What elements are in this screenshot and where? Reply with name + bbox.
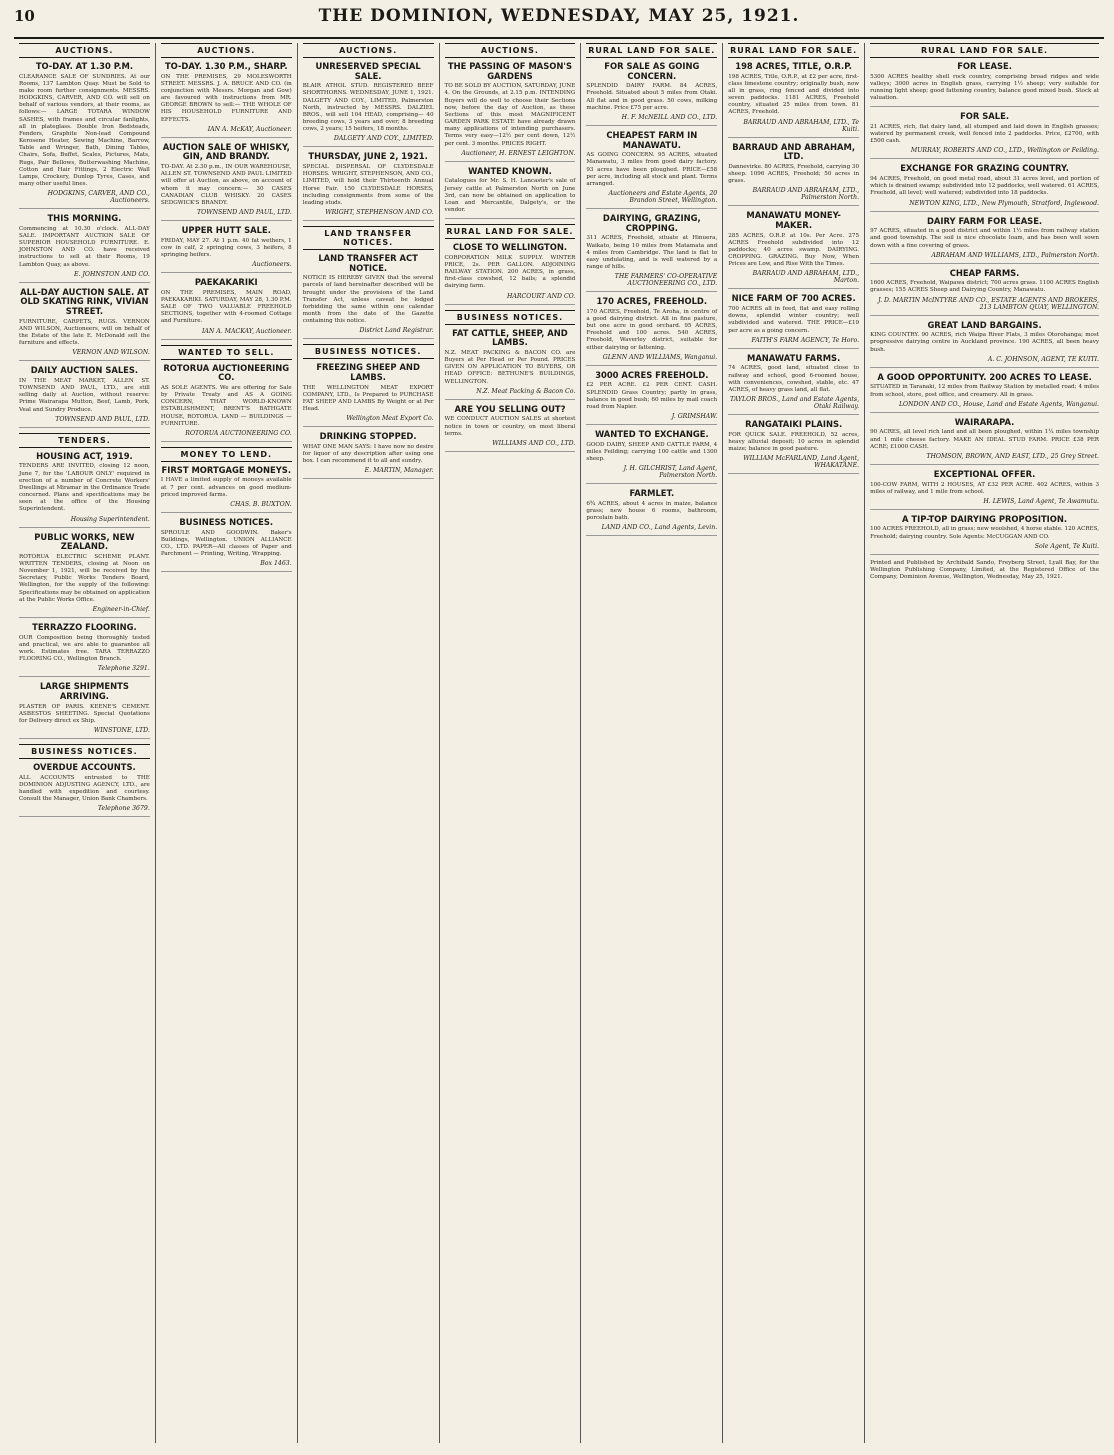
ad-title: MANAWATU FARMS. — [746, 352, 841, 363]
advertisement — [586, 131, 717, 209]
ad-title: EXCEPTIONAL OFFER. — [933, 468, 1036, 479]
section-heading: MONEY TO LEND. — [161, 447, 292, 462]
ad-body: THE WELLINGTON MEAT EXPORT COMPANY, LTD., Is Prepared to PURCHASE FAT SHEEP AND LAMBS By Weight or at Per Head. — [302, 384, 434, 413]
ad-signature: E. MARTIN, Manager. — [364, 467, 434, 475]
ad-signature: VERNON AND WILSON. — [72, 349, 150, 357]
ad-title: PUBLIC WORKS, NEW ZEALAND. — [34, 531, 135, 552]
advertisement — [445, 405, 576, 452]
ad-body: SPROULE AND GOODWIN. Baker's Buildings, Wellington. UNION ALLIANCE CO., LTD. PAPER—All classes of Paper and Parchment — Printing, Writing, Wrapping. — [160, 529, 292, 558]
ad-signature: J. D. MARTIN McINTYRE AND CO., ESTATE AGENTS AND BROKERS, 213 LAMBTON QUAY, WELLINGTON. — [878, 296, 1100, 311]
ad-title: FOR SALE AS GOING CONCERN. — [604, 61, 700, 81]
advertisement — [728, 354, 859, 415]
advertisement — [303, 432, 434, 479]
advertisement — [19, 366, 150, 427]
section-heading: WANTED TO SELL. — [161, 345, 292, 360]
column-3 — [298, 43, 440, 1443]
advertisement — [19, 452, 150, 528]
ad-body: CORPORATION MILK SUPPLY. WINTER PRICE, 2s. PER GALLON. ADJOINING RAILWAY STATION. 200 ACRES, in grass, first-class cowshed, 12 bails; a splendid dairying farm. — [444, 254, 576, 290]
ad-signature: H. LEWIS, Land Agent, Te Awamutu. — [983, 497, 1100, 505]
advertisement — [870, 217, 1099, 264]
ad-signature: WINSTONE, LTD. — [93, 727, 150, 734]
masthead — [14, 6, 1104, 39]
section-heading: RURAL LAND FOR SALE. — [728, 43, 859, 58]
ad-body: 94 ACRES, Freehold, on good metal road, about 31 acres level, and portion of which is drained swamp; subdivided into 12 paddocks, well watered. 61 ACRES, Freehold, all level; well watered; subdivided into 18 paddocks. — [870, 176, 1100, 197]
ad-body: 5300 ACRES healthy shell rock country, comprising broad ridges and wide valleys; 3000 acres in English grass, carrying 1½ sheep; very suitable for running light sheep; good fattening country, balance good mixed bush. Stock at valuation. — [870, 73, 1100, 102]
advertisement — [303, 363, 434, 427]
ad-body: TENDERS ARE INVITED, closing 12 noon, June 7, for the 'LABOUR ONLY' required in erection of a number of Concrete Workers' Dwellings at Miramar in the Ordinance Trade concerned. Plans and specifications may be seen at the office of the Housing Superintendent. — [19, 463, 150, 513]
ad-signature: HARCOURT AND CO. — [506, 292, 576, 300]
ad-signature: GLENN AND WILLIAMS, Wanganui. — [602, 353, 718, 361]
ad-signature: LONDON AND CO., House, Land and Estate Agents, Wanganui. — [898, 400, 1100, 408]
advertisement — [586, 430, 717, 484]
ad-signature: THE FARMERS' CO-OPERATIVE AUCTIONEERING CO., LTD. — [614, 273, 718, 288]
column-6 — [723, 43, 865, 1443]
advertisement — [586, 371, 717, 425]
advertisement — [19, 214, 150, 283]
advertisement — [728, 294, 859, 348]
advertisement — [870, 373, 1099, 413]
advertisement — [870, 112, 1099, 159]
advertisement — [445, 62, 576, 162]
ad-title: AUCTION SALE OF WHISKY, GIN, AND BRANDY. — [162, 141, 290, 162]
ad-title: UNRESERVED SPECIAL SALE. — [315, 61, 421, 81]
ad-signature: LAND AND CO., Land Agents, Levin. — [601, 524, 718, 532]
section-heading: TENDERS. — [19, 433, 150, 448]
advertisement — [728, 62, 859, 138]
ad-body: 198 ACRES, Title, O.R.P., at £2 per acre, first-class limestone country; originally bush, now all in grass, ring fenced and divided into seven paddocks. 1181 ACRES, Freehold country, situated 25 miles from town. 81 ACRES, Freehold. — [728, 73, 860, 116]
ad-signature: J. GRIMSHAW. — [671, 413, 718, 420]
ad-title: TO-DAY. 1.30 P.M., SHARP. — [164, 61, 288, 71]
ad-body: TO-DAY. At 2.30 p.m., IN OUR WAREHOUSE, ALLEN ST. TOWNSEND AND PAUL LIMITED will offer at Auction, as above, on account of whom it may concern:— 30 CASES CANADIAN CLUB WHISKY. 20 CASES SEDGWICK'S BRANDY. — [160, 164, 292, 206]
ad-body: 100-COW FARM, WITH 2 HOUSES, AT £32 PER ACRE. 402 ACRES, within 3 miles of railway, and 1 mile from school. — [870, 481, 1100, 495]
ad-title: 198 ACRES, TITLE, O.R.P. — [735, 61, 852, 71]
ad-body: 74 ACRES, good land, situated close to railway and school, good 6-roomed house, with conveniences, cowshed, stable, etc. 47 ACRES, of heavy grass land, all flat. — [728, 365, 860, 393]
ad-body: 700 ACRES all in feed, flat and easy rolling downs, splendid winter country; well subdivided and watered. THE PRICE—£19 per acre as a going concern. — [728, 306, 860, 334]
column-7 — [865, 43, 1104, 1443]
ad-title: ALL-DAY AUCTION SALE. AT OLD SKATING RINK, VIVIAN STREET. — [20, 286, 149, 317]
columns-container — [14, 43, 1104, 1443]
section-heading: AUCTIONS. — [303, 43, 434, 58]
advertisement — [445, 329, 576, 400]
advertisement — [445, 243, 576, 304]
ad-signature: Auctioneers. — [252, 261, 292, 269]
ad-title: CLOSE TO WELLINGTON. — [452, 242, 568, 253]
ad-signature: NEWTON KING, LTD., New Plymouth, Stratford, Inglewood. — [909, 199, 1100, 207]
section-heading: BUSINESS NOTICES. — [19, 744, 150, 759]
ad-title: THURSDAY, JUNE 2, 1921. — [308, 151, 428, 162]
advertisement — [19, 763, 150, 817]
advertisement — [303, 254, 434, 339]
ad-body: ON THE PREMISES, MAIN ROAD, PAEKAKARIKI. SATURDAY, MAY 28, 1.30 P.M. SALE OF TWO VALUABLE FREEHOLD SECTIONS, together with 4-roomed Cottage and Furniture. — [160, 289, 292, 325]
ad-body: 21 ACRES, rich, flat dairy land, all stumped and laid down in English grasses; watered by permanent creek, well fenced into 2 paddocks. Price, £2700, with £500 cash. — [870, 123, 1100, 145]
advertisement — [586, 214, 717, 292]
advertisement — [161, 364, 292, 442]
ad-body: 90 ACRES, all level rich land and all been ploughed, within 1¼ miles township and 1 mile cheese factory. MAKE AN IDEAL STUD FARM. PRICE £38 PER ACRE; £1000 CASH. — [870, 429, 1100, 450]
ad-signature: WILLIAMS AND CO., LTD. — [492, 439, 576, 447]
ad-title: WANTED TO EXCHANGE. — [594, 429, 709, 439]
ad-title: RANGATAIKI PLAINS. — [745, 419, 843, 430]
section-heading: LAND TRANSFER NOTICES. — [303, 226, 434, 250]
ad-body: 1600 ACRES, Freehold, Waipawa district; 700 acres grass. 1100 ACRES English grasses; 155 ACRES Sheep and Dairying Country, Manawatu. — [870, 280, 1100, 294]
ad-signature: ROTORUA AUCTIONEERING CO. — [185, 429, 292, 437]
advertisement — [870, 418, 1099, 465]
ad-title: LARGE SHIPMENTS ARRIVING. — [39, 681, 129, 701]
ad-title: FREEZING SHEEP AND LAMBS. — [316, 362, 420, 383]
page-number: 10 — [14, 7, 35, 25]
ad-signature: Auctioneer, H. ERNEST LEIGHTON. — [461, 149, 576, 157]
advertisement — [161, 143, 292, 221]
ad-signature: District Land Registrar. — [359, 327, 434, 335]
column-4 — [440, 43, 582, 1443]
advertisement — [870, 515, 1099, 555]
ad-title: EXCHANGE FOR GRAZING COUNTRY. — [900, 163, 1069, 174]
advertisement — [161, 518, 292, 572]
ad-signature: FAITH'S FARM AGENCY, Te Horo. — [751, 336, 860, 344]
ad-title: HOUSING ACT, 1919. — [36, 450, 133, 461]
ad-signature: Wellington Meat Export Co. — [346, 415, 434, 423]
ad-title: LAND TRANSFER ACT NOTICE. — [318, 253, 418, 273]
ad-title: NICE FARM OF 700 ACRES. — [731, 293, 856, 304]
column-2 — [156, 43, 298, 1443]
ad-signature: Box 1463. — [260, 560, 292, 568]
ad-signature: TOWNSEND AND PAUL, LTD. — [197, 209, 292, 216]
ad-title: CHEAP FARMS. — [949, 267, 1020, 278]
ad-title: DAIRYING, GRAZING, CROPPING. — [602, 213, 701, 233]
ad-body: ALL ACCOUNTS entrusted to THE DOMINION ADJUSTING AGENCY, LTD., are handled with expedition and courtesy. Consult the Manager, Union Bank Chambers. — [19, 774, 150, 803]
ad-signature: Telephone 3679. — [97, 805, 150, 813]
ad-signature: BARRAUD AND ABRAHAM, LTD., Marton. — [752, 270, 860, 285]
ad-body: GOOD DAIRY, SHEEP AND CATTLE FARM, 4 miles Feilding; carrying 100 cattle and 1300 sheep. — [586, 441, 718, 462]
column-1 — [14, 43, 156, 1443]
ad-body: SPLENDID DAIRY FARM. 84 ACRES, Freehold. Situated about 5 miles from Otaki. All flat and in good grass. 50 cows, milking machine. Price £75 per acre. — [586, 83, 718, 111]
ad-signature: CHAS. B. BUXTON. — [230, 500, 292, 508]
ad-title: FARMLET. — [629, 488, 675, 499]
ad-body: OUR Composition being thoroughly tested and practical, we are able to guarantee all work. Estimates free. TARA TERRAZZO FLOORING CO., Wellington Branch. — [19, 634, 150, 663]
advertisement — [728, 211, 859, 289]
ad-body: WHAT ONE MAN SAYS: I have now no desire for liquor of any description after using one box. I can recommend it to all and sundry. — [302, 444, 434, 465]
section-heading: RURAL LAND FOR SALE. — [870, 43, 1099, 58]
ad-title: UPPER HUTT SALE. — [181, 225, 271, 235]
ad-signature: E. JOHNSTON AND CO. — [73, 270, 150, 278]
ad-body: BLAIR ATHOL STUD. REGISTERED BEEF SHORTHORNS. WEDNESDAY, JUNE 1, 1921. DALGETY AND COY., LIMITED, Palmerston North, instructed by MESSRS. DALZIEL BROS., will sell 104 HEAD, comprising— 40 breeding cows, 3 years and over; 8 breeding cows, 2 years; 15 heifers, 18 months. — [302, 83, 434, 133]
ad-body: £2 PER ACRE. £2 PER CENT. CASH. SPLENDID Grass Country; partly in grass, balance in good bush; 60 miles by mail coach road from Napier. — [586, 382, 718, 410]
ad-title: WAIRARAPA. — [954, 416, 1015, 427]
advertisement — [19, 623, 150, 677]
imprint-footer: Printed and Published by Archibald Sando, Freyberg Street, Lyall Bay, for the Wellington Publishing Company, Limited, at the Registered Office of the Company, Dominion Avenue, Wellington, Wednesday, May 25, 1921. — [870, 559, 1100, 581]
ad-signature: HODGKINS, CARVER, AND CO., Auctioneers. — [47, 190, 150, 205]
ad-body: N.Z. MEAT PACKING & BACON CO. are Buyers at Per Head or Per Pound. PRICES GIVEN ON APPLICATION TO BUYERS, OR HEAD OFFICE: BETHUNE'S BUILDINGS, WELLINGTON. — [444, 349, 576, 385]
ad-title: GREAT LAND BARGAINS. — [927, 319, 1042, 330]
ad-title: MANAWATU MONEY-MAKER. — [746, 210, 841, 231]
ad-title: ARE YOU SELLING OUT? — [454, 403, 566, 414]
ad-signature: H. F. McNEILL AND CO., LTD. — [621, 113, 718, 121]
ad-body: 97 ACRES, situated in a good district and within 1½ miles from railway station and good township. The soil is nice chocolate loam, and has been well sown down with a fine covering of grass. — [870, 228, 1100, 249]
advertisement — [728, 420, 859, 474]
ad-title: WANTED KNOWN. — [468, 165, 552, 176]
ad-signature: BARRAUD AND ABRAHAM, LTD., Te Kuiti. — [743, 118, 860, 133]
advertisement — [19, 533, 150, 618]
ad-body: SITUATED in Taranaki, 12 miles from Railway Station by metalled road; 4 miles from school, store, post office, and creamery. All in grass. — [870, 384, 1100, 398]
ad-body: IN THE MEAT MARKET, ALLEN ST. TOWNSEND AND PAUL, LTD., are still selling daily at Auction, without reserve: Prime Wairarapa Mutton, Beef, Lamb, Pork, Veal and Sundry Produce. — [19, 378, 150, 413]
ad-body: CLEARANCE SALE OF SUNDRIES. At our Rooms, 137 Lambton Quay. Must be Sold to make room further consignments. MESSRS. HODGKINS, CARVER, AND CO. will sell on behalf of various vendors, at their rooms, as follows:— LARGE TOTARA WINDOW SASHES, with frames and circular fanlights, all in plateglass. Double Iron Bedsteads, Fenders, Graphite Non-lead Compound Kerosene Heater, Sewing Machine, Barrow, Table and Wringer, Bath, Dining Tables, Chairs, Sofa, Buffet, Scales, Pictures, Mats, Rugs, Pair Bellows, Butterwashing Machine, Cotton and Hair Fittings, 2 Electric Wall Lamps, Crockery, Dunlop Tyres, Cases, and many other useful lines. — [19, 73, 150, 187]
ad-title: 170 ACRES, FREEHOLD. — [596, 296, 708, 307]
ad-signature: BARRAUD AND ABRAHAM, LTD., Palmerston North. — [752, 187, 860, 202]
ad-body: ROTORUA ELECTRIC SCHEME PLANT. WRITTEN TENDERS, closing at Noon on November 1, 1921, will be received by the Secretary, Public Works Tenders Board, Wellington, for the supply of the following: Specifications may be obtained on application at the Public Works Office. — [19, 553, 150, 603]
advertisement — [586, 297, 717, 366]
ad-title: THIS MORNING. — [47, 213, 122, 224]
ad-signature: MURRAY, ROBERTS AND CO., LTD., Wellington or Feilding. — [910, 147, 1100, 155]
ad-signature: THOMSON, BROWN, AND EAST, LTD., 25 Grey Street. — [926, 452, 1100, 460]
ad-body: AS GOING CONCERN. 95 ACRES, situated Manawatu, 3 miles from good dairy factory. 93 acres have been ploughed. PRICE—£58 per acre, including all stock and plant. Terms arranged. — [586, 152, 718, 187]
ad-title: A TIP-TOP DAIRYING PROPOSITION. — [901, 513, 1068, 524]
ad-title: BUSINESS NOTICES. — [179, 516, 274, 527]
ad-body: 170 ACRES, Freehold, Te Aroha, in centre of a good dairying district. All in fine pasture, but one acre in good orchard. 95 ACRES, Freehold and 100 acres. 540 ACRES, Freehold, Waverley district, suitable for either dairying or fattening. — [586, 308, 718, 351]
ad-body: FOR QUICK SALE. FREEHOLD, 52 acres, heavy alluvial deposit; 10 acres in splendid maize; balance in good pasture. — [728, 431, 860, 452]
ad-body: Commencing at 10.30 o'clock. ALL-DAY SALE. IMPORTANT AUCTION SALE OF SUPERIOR HOUSEHOLD FURNITURE. E. JOHNSTON AND CO. have received instructions to sell at their Rooms, 19 Lambton Quay, as above. — [19, 225, 150, 268]
advertisement — [728, 143, 859, 207]
advertisement — [870, 62, 1099, 107]
advertisement — [870, 164, 1099, 211]
ad-signature: J. H. GILCHRIST, Land Agent, Palmerston North. — [623, 465, 718, 480]
ad-signature: Engineer-in-Chief. — [92, 605, 150, 613]
ad-signature: DALGETY AND COY., LIMITED. — [333, 135, 434, 143]
section-heading: AUCTIONS. — [445, 43, 576, 58]
ad-title: PAEKAKARIKI — [194, 277, 258, 288]
section-heading: BUSINESS NOTICES. — [445, 310, 576, 325]
advertisement — [303, 62, 434, 147]
ad-body: I HAVE a limited supply of moneys available at 7 per cent. advances on good medium-priced improved farms. — [160, 477, 292, 498]
ad-title: FAT CATTLE, SHEEP, AND LAMBS. — [452, 327, 568, 348]
section-heading: RURAL LAND FOR SALE. — [586, 43, 717, 58]
advertisement — [586, 62, 717, 126]
advertisement — [161, 466, 292, 513]
ad-signature: Auctioneers and Estate Agents, 20 Brandon Street, Wellington. — [608, 190, 718, 205]
advertisement — [870, 470, 1099, 510]
ad-title: DAILY AUCTION SALES. — [30, 365, 139, 376]
paper-title: THE DOMINION, WEDNESDAY, MAY 25, 1921. — [318, 6, 800, 26]
ad-signature: N.Z. Meat Packing & Bacon Co. — [476, 387, 576, 395]
advertisement — [161, 62, 292, 138]
ad-title: A GOOD OPPORTUNITY. 200 ACRES TO LEASE. — [877, 371, 1092, 382]
ad-signature: ABRAHAM AND WILLIAMS, LTD., Palmerston North. — [931, 251, 1100, 259]
section-heading: AUCTIONS. — [161, 43, 292, 58]
ad-title: OVERDUE ACCOUNTS. — [33, 762, 136, 772]
ad-body: FRIDAY, MAY 27. At 1 p.m. 40 fat wethers, 1 cow in calf, 2 springing cows, 3 heifers, 8 springing heifers. — [160, 237, 292, 258]
ad-signature: A. C. JOHNSON, AGENT, TE KUITI. — [987, 355, 1100, 363]
ad-signature: WRIGHT, STEPHENSON AND CO. — [325, 209, 434, 216]
ad-title: 3000 ACRES FREEHOLD. — [595, 369, 709, 380]
section-heading: AUCTIONS. — [19, 43, 150, 58]
ad-title: DAIRY FARM FOR LEASE. — [926, 215, 1043, 226]
advertisement — [303, 152, 434, 221]
advertisement — [586, 489, 717, 536]
ad-body: KING COUNTRY. 90 ACRES, rich Waipa River Flats, 3 miles Otorohanga; most progressive dairying centre in Auckland province. 190 ACRES, all been heavy bush. — [870, 332, 1100, 353]
ad-signature: Housing Superintendent. — [70, 515, 150, 523]
ad-body: AS SOLE AGENTS. We are offering for Sale by Private Treaty and AS A GOING CONCERN, THAT WORLD-KNOWN ESTABLISHMENT, BRENT'S BATHGATE HOUSE, ROTORUA. LAND — BUILDINGS — FURNITURE. — [160, 384, 292, 427]
ad-signature: TAYLOR BROS., Land and Estate Agents, Otaki Railway. — [729, 396, 860, 411]
column-5 — [581, 43, 723, 1443]
advertisement — [870, 321, 1099, 368]
ad-signature: TOWNSEND AND PAUL, LTD. — [55, 415, 150, 423]
ad-body: 100 ACRES FREEHOLD, all in grass; new woolshed, 4 horse stable. 120 ACRES, Freehold; dairying country. Sole Agents: McCUGGAN AND CO. — [870, 526, 1100, 540]
advertisement — [445, 167, 576, 219]
ad-body: 311 ACRES, Freehold, situate at Hinuera, Waikato, being 10 miles from Matamata and 4 miles from Cambridge. The land is flat to easy undulating, and is well watered by a range of hills. — [586, 235, 718, 270]
ad-body: Catalogues for Mr. S. H. Lancaster's sale of Jersey cattle at Palmerston North on June 3rd, can now be obtained on application to Loan and Mercantile, Dalgety's, or the vendor. — [444, 178, 576, 213]
ad-title: THE PASSING OF MASON'S GARDENS — [447, 61, 573, 81]
advertisement — [19, 288, 150, 362]
ad-title: BARRAUD AND ABRAHAM, LTD. — [732, 141, 856, 162]
ad-body: Dannevirke. 80 ACRES, Freehold, carrying 30 sheep. 1096 ACRES, Freehold; 50 acres in grass. — [728, 163, 860, 185]
section-heading: BUSINESS NOTICES. — [303, 344, 434, 359]
ad-body: FURNITURE, CARPETS, RUGS. VERNON AND WILSON, Auctioneers, will on behalf of the Estate of the late E. McDonald sell the furniture and effects. — [19, 318, 150, 347]
ad-body: ON THE PREMISES, 29 MOLESWORTH STREET. MESSRS. J. A. BRUCE AND CO. (in conjunction with Messrs. Morgan and Gow) are favoured with instructions from MR. GEORGE BROWN to sell:— THE WHOLE OF HIS HOUSEHOLD FURNITURE AND EFFECTS. — [160, 73, 292, 123]
ad-body: 285 ACRES, O.R.P. at 10s. Per Acre. 275 ACRES Freehold subdivided into 12 paddocks; 40 acres swamp. DAIRYING. CROPPING. GRAZING. Buy Now, When Prices are Low, and Rise With the Times. — [728, 232, 860, 268]
ad-title: FOR SALE. — [960, 111, 1010, 122]
ad-title: DRINKING STOPPED. — [319, 431, 417, 442]
ad-signature: IAN A. McKAY, Auctioneer. — [207, 125, 292, 133]
ad-body: SPECIAL DISPERSAL OF CLYDESDALE HORSES. WRIGHT, STEPHENSON, AND CO., LIMITED, will hold their Thirteenth Annual Horse Fair. 150 CLYDESDALE HORSES, including consignments from some of the leading studs. — [302, 164, 434, 206]
advertisement — [161, 226, 292, 273]
advertisement — [19, 682, 150, 739]
ad-body: TO BE SOLD BY AUCTION, SATURDAY, JUNE 4. On the Grounds, at 2.15 p.m. INTENDING Buyers will do well to choose their Sections now, before the day of Auction, as these Sections of this most MAGNIFICENT GARDEN PARK ESTATE have already drawn many applications of intending purchasers. Terms very easy—12½ per cent down, 12½ per cent. 3 months. PRICES RIGHT. — [444, 83, 576, 147]
ad-body: WE CONDUCT AUCTION SALES at shortest notice in town or country, on most liberal terms. — [444, 416, 576, 437]
ad-body: NOTICE IS HEREBY GIVEN that the several parcels of land hereinafter described will be brought under the provisions of the Land Transfer Act, unless caveat be lodged forbidding the same within one calendar month from the date of the Gazette containing this notice. — [302, 275, 434, 325]
advertisement — [870, 269, 1099, 316]
advertisement — [19, 62, 150, 209]
ad-signature: Telephone 3291. — [97, 665, 150, 673]
ad-signature: Sole Agent, Te Kuiti. — [1034, 542, 1100, 550]
ad-title: TERRAZZO FLOORING. — [32, 621, 137, 632]
ad-signature: IAN A. MACKAY, Auctioneer. — [201, 327, 292, 335]
ad-title: ROTORUA AUCTIONEERING CO. — [163, 362, 290, 383]
ad-body: 6¾ ACRES, about 4 acres in maize, balance grass; new house 6 rooms, bathroom, porcelain bath. — [586, 500, 718, 522]
ad-title: FOR LEASE. — [957, 61, 1012, 71]
ad-title: CHEAPEST FARM IN MANAWATU. — [606, 129, 698, 150]
ad-body: PLASTER OF PARIS. KEENE'S CEMENT. ASBESTOS SHEETING. Special Quotations for Delivery direct ex Ship. — [19, 703, 150, 724]
advertisement — [161, 278, 292, 339]
ad-title: TO-DAY. AT 1.30 P.M. — [35, 61, 134, 71]
ad-signature: WILLIAM McFARLAND, Land Agent, WHAKATANE. — [743, 455, 860, 470]
ad-title: FIRST MORTGAGE MONEYS. — [161, 464, 292, 475]
section-heading: RURAL LAND FOR SALE. — [445, 224, 576, 239]
